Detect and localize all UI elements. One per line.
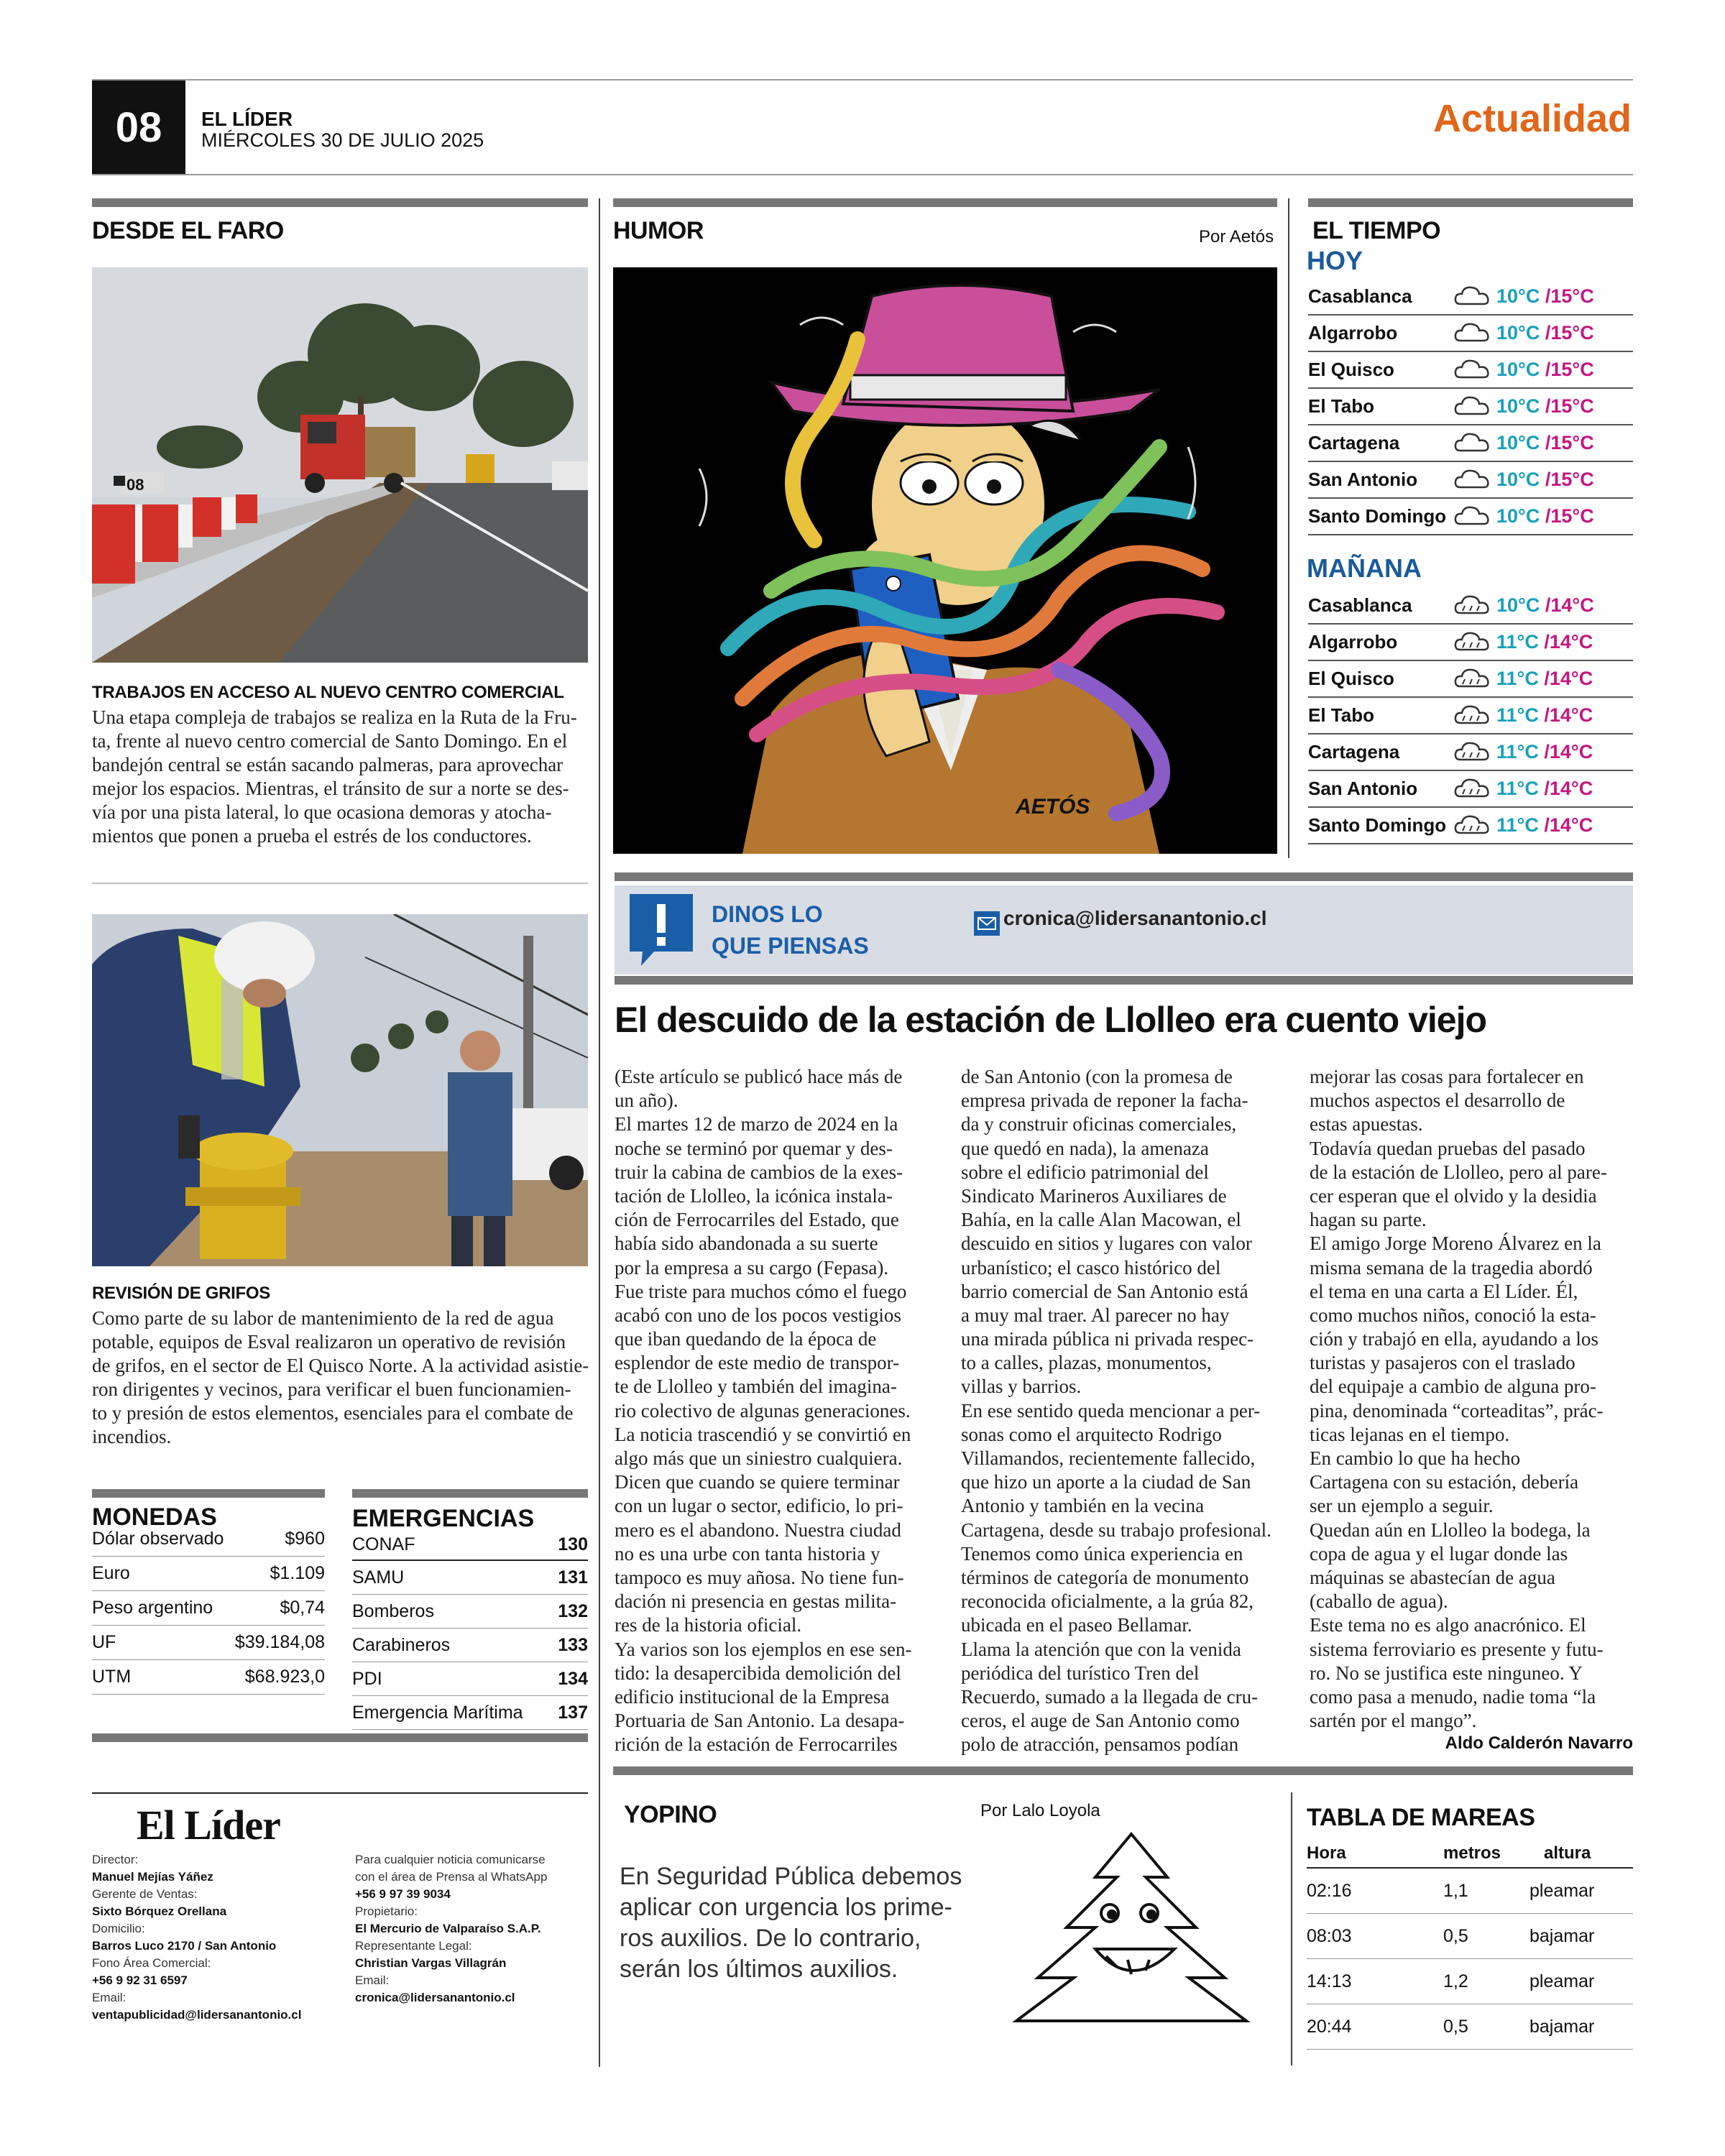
article-line: barrio comercial de San Antonio está xyxy=(961,1280,1248,1302)
weather-row xyxy=(1308,588,1633,625)
col-separator-1 xyxy=(599,198,600,2067)
article-line: mejorar las cosas para fortalecer en xyxy=(1310,1066,1584,1087)
weather-city: Algarrobo xyxy=(1308,631,1398,653)
article-line: polo de atracción, pensamos podían xyxy=(961,1733,1239,1756)
col-separator-bottom xyxy=(1291,1792,1292,2065)
yopino-author: Por Lalo Loyola xyxy=(980,1801,1100,1820)
article-line: hagan su parte. xyxy=(1310,1209,1427,1231)
rain-cloud-icon xyxy=(1452,591,1496,620)
el-lider-logo: El Líder xyxy=(137,1802,280,1848)
newsroom-email-link[interactable]: cronica@lidersanantonio.cl xyxy=(355,1991,515,2004)
article-line: Bahía, en la calle Alan Macowan, el xyxy=(961,1209,1241,1231)
article-line: estas apuestas. xyxy=(1310,1113,1423,1135)
monedas-row: Peso argentino $0,74 xyxy=(92,1591,325,1626)
weather-temp: 10°C /15°C xyxy=(1496,359,1594,380)
yopino-cartoon xyxy=(1009,1827,1254,2028)
article-line: que iban quedando de la época de xyxy=(615,1328,877,1350)
col1-bottom-bar xyxy=(92,1733,588,1742)
faro-divider xyxy=(92,883,588,884)
article-line: sartén por el mango”. xyxy=(1310,1710,1477,1732)
weather-today-label: HOY xyxy=(1307,246,1363,275)
article-line: Ya varios son los ejemplos en ese sen- xyxy=(615,1638,912,1660)
tide-type: pleamar xyxy=(1530,1880,1595,1901)
weather-row xyxy=(1308,808,1633,844)
article-line: empresa privada de reponer la facha- xyxy=(961,1089,1248,1112)
article-line: un año). xyxy=(615,1089,678,1112)
tide-type: pleamar xyxy=(1530,1971,1595,1991)
weather-city: Santo Domingo xyxy=(1308,505,1447,527)
cloud-icon xyxy=(1452,356,1496,384)
article-line: el tema en una carta a El Líder. Él, xyxy=(1310,1280,1578,1302)
tide-time: 02:16 xyxy=(1307,1880,1352,1901)
article-line: pina, denominada “corteaditas”, prác- xyxy=(1310,1399,1604,1422)
tide-meters: 1,1 xyxy=(1443,1880,1468,1901)
article-line: no es una urbe con tanta historia y xyxy=(615,1542,880,1565)
article-line: que hizo un aporte a la ciudad de San xyxy=(961,1471,1251,1493)
article-line: La noticia trascendió y se convirtió en xyxy=(615,1423,911,1445)
tide-type: bajamar xyxy=(1530,1925,1595,1946)
article-line: muchos aspectos el desarrollo de xyxy=(1310,1089,1565,1112)
cloud-icon xyxy=(1452,429,1496,458)
article-line: ción y trabajó en ella, ayudando a los xyxy=(1310,1328,1598,1350)
weather-tomorrow-label: MAÑANA xyxy=(1307,553,1422,583)
paper-name: EL LÍDER xyxy=(201,108,293,130)
tide-meters: 0,5 xyxy=(1443,1925,1468,1946)
cloud-icon xyxy=(1452,502,1496,531)
tide-time: 08:03 xyxy=(1307,1925,1352,1946)
cloud-icon xyxy=(1452,282,1496,311)
weather-city: San Antonio xyxy=(1308,469,1418,490)
monedas-row: UF $39.184,08 xyxy=(92,1626,325,1660)
article-line: Antonio y también en la vecina xyxy=(961,1495,1205,1517)
yopino-title: YOPINO xyxy=(624,1801,717,1828)
article-line: turistas y pasajeros con el traslado xyxy=(1310,1352,1576,1374)
weather-temp: 11°C /14°C xyxy=(1496,741,1593,763)
weather-city: Casablanca xyxy=(1308,285,1412,307)
cloud-icon xyxy=(1452,466,1496,494)
weather-row xyxy=(1308,352,1633,389)
article-line: una mirada pública ni privada respec- xyxy=(961,1328,1254,1350)
weather-temp: 11°C /14°C xyxy=(1496,814,1593,836)
col-separator-2 xyxy=(1288,198,1289,858)
monedas-row: Dólar observado $960 xyxy=(92,1522,325,1557)
article-line: ubicada en el paseo Bellamar. xyxy=(961,1614,1192,1636)
article-line: sobre el edificio patrimonial del xyxy=(961,1161,1209,1183)
article-author: Aldo Calderón Navarro xyxy=(1445,1733,1633,1753)
header-bottom-rule xyxy=(92,174,1633,175)
tide-row xyxy=(1307,1869,1633,1914)
article-line: Cartagena, desde su trabajo profesional. xyxy=(961,1519,1271,1541)
humor-author: Por Aetós xyxy=(1199,227,1274,247)
dinos-bottom-bar xyxy=(615,976,1633,985)
monedas-row: Euro $1.109 xyxy=(92,1557,325,1591)
article-line: algo más que un siniestro cualquiera. xyxy=(615,1447,903,1469)
weather-temp: 10°C /15°C xyxy=(1496,432,1594,453)
emergencias-row: Bomberos 132 xyxy=(352,1595,588,1628)
article-line: sonas como el arquitecto Rodrigo xyxy=(961,1423,1222,1445)
envelope-icon xyxy=(974,911,1000,936)
emergencias-row: PDI 134 xyxy=(352,1662,588,1696)
yopino-text: En Seguridad Pública debemos aplicar con urgencia los prime- ros auxilios. De lo contrario, serán los últimos auxilios. xyxy=(620,1863,962,1983)
article-line: rición de la estación de Ferrocarriles xyxy=(615,1733,898,1756)
article-column-1 xyxy=(615,1065,952,1756)
weather-temp: 10°C /15°C xyxy=(1496,469,1594,490)
weather-today-list xyxy=(1308,279,1633,535)
weather-city: Algarrobo xyxy=(1308,322,1398,344)
svg-text:08: 08 xyxy=(126,476,144,494)
article-line: términos de categoría de monumento xyxy=(961,1566,1249,1588)
humor-cartoon xyxy=(613,267,1277,854)
rain-cloud-icon xyxy=(1452,701,1496,730)
article-line: Recuerdo, sumado a la llegada de cru- xyxy=(961,1685,1259,1708)
tide-type: bajamar xyxy=(1530,2016,1595,2037)
article-line: da y construir oficinas comerciales, xyxy=(961,1113,1237,1135)
emergencias-top-bar xyxy=(352,1489,588,1498)
article-line: tampoco es muy añosa. No tiene fun- xyxy=(615,1566,904,1588)
article-line: Este tema no es algo anacrónico. El xyxy=(1310,1614,1586,1636)
faro-item1-text: Una etapa compleja de trabajos se realiza en la Ruta de la Fru- ta, frente al nuevo centro comercial de Santo Domingo. En el bandejón central se están sacando palmeras, para aprovechar mejor los espacios. Mientras, el tránsito de sur a norte se des- vía por una pista lateral, lo que ocasiona demoras y atocha- mientos que ponen a prueba el estrés de los conductores. xyxy=(92,706,577,847)
article-line: con un lugar o sector, edificio, lo pri- xyxy=(615,1495,903,1517)
rain-cloud-icon xyxy=(1452,738,1496,767)
article-line: cer esperan que el olvido y la desidia xyxy=(1310,1184,1597,1207)
article-line: villas y barrios. xyxy=(961,1376,1082,1398)
tide-time: 14:13 xyxy=(1307,1971,1352,1991)
weather-temp: 11°C /14°C xyxy=(1496,668,1593,689)
mareas-table xyxy=(1307,1869,1633,2050)
weather-city: El Quisco xyxy=(1308,359,1394,380)
emergencias-row: Carabineros 133 xyxy=(352,1628,588,1662)
mareas-header: Hora metros altura xyxy=(1307,1840,1633,1869)
rain-cloud-icon xyxy=(1452,811,1496,840)
rain-cloud-icon xyxy=(1452,665,1496,694)
weather-temp: 10°C /15°C xyxy=(1496,322,1594,344)
article-line: como muchos niños, conoció la esta- xyxy=(1310,1304,1596,1326)
article-line: Quedan aún en Llolleo la bodega, la xyxy=(1310,1519,1591,1541)
faro-item2-headline: REVISIÓN DE GRIFOS xyxy=(92,1284,270,1303)
weather-city: Santo Domingo xyxy=(1308,814,1447,836)
article-line: Llama la atención que con la venida xyxy=(961,1638,1241,1660)
article-line: to a calles, plazas, monumentos, xyxy=(961,1352,1212,1374)
article-line: sistema ferroviario es presente y futu- xyxy=(1310,1638,1604,1660)
weather-city: El Tabo xyxy=(1308,395,1374,417)
monedas-top-bar xyxy=(92,1489,325,1498)
emergencias-row: CONAF 130 xyxy=(352,1529,588,1561)
emergencias-row: SAMU 131 xyxy=(352,1561,588,1595)
article-line: truir la cabina de cambios de la exes- xyxy=(615,1161,903,1183)
faro-top-bar xyxy=(92,198,588,207)
dinos-email-link[interactable]: cronica@lidersanantonio.cl xyxy=(1003,907,1267,929)
article-line: Tenemos como única experiencia en xyxy=(961,1542,1243,1565)
article-line: urbanístico; el casco histórico del xyxy=(961,1256,1221,1279)
article-line: descuido en sitios y lugares con valor xyxy=(961,1233,1252,1255)
article-line: El martes 12 de marzo de 2024 en la xyxy=(615,1113,898,1135)
article-line: ro. No se justifica este ninguneo. Y xyxy=(1310,1662,1583,1684)
weather-row xyxy=(1308,279,1633,315)
faro-item2-text: Como parte de su labor de mantenimiento de la red de agua potable, equipos de Esval realizaron un operativo de revisión de grifos, en el sector de El Quisco Norte. A la actividad asistie- ron dirigentes y vecinos, para verificar el buen funcionamien- to y presión de estos elementos, esenciales para el combate de incendios. xyxy=(92,1307,589,1447)
article-line: del equipaje a cambio de alguna pro- xyxy=(1310,1376,1596,1398)
article-line: En cambio lo que ha hecho xyxy=(1310,1447,1521,1469)
article-line: mero es el abandono. Nuestra ciudad xyxy=(615,1519,901,1541)
article-line: El amigo Jorge Moreno Álvarez en la xyxy=(1310,1233,1601,1255)
weather-temp: 11°C /14°C xyxy=(1496,631,1593,653)
road-works-photo xyxy=(92,267,588,663)
article-line: de San Antonio (con la promesa de xyxy=(961,1066,1233,1087)
article-line: (caballo de agua). xyxy=(1310,1590,1448,1613)
article-line: reconocida oficialmente, a la grúa 82, xyxy=(961,1590,1254,1613)
tide-meters: 1,2 xyxy=(1443,1971,1468,1991)
article-line: Portuaria de San Antonio. La desapa- xyxy=(615,1710,905,1732)
article-line: Dicen que cuando se quiere terminar xyxy=(615,1471,900,1493)
article-line: (Este artículo se publicó hace más de xyxy=(615,1066,903,1087)
weather-city: Casablanca xyxy=(1308,594,1412,616)
article-column-2 xyxy=(961,1065,1299,1756)
tide-time: 20:44 xyxy=(1307,2016,1352,2037)
dinos-top-bar xyxy=(615,872,1633,881)
article-line: edificio institucional de la Empresa xyxy=(615,1685,890,1708)
weather-row xyxy=(1308,462,1633,499)
weather-temp: 10°C /14°C xyxy=(1496,594,1594,616)
article-column-3 xyxy=(1310,1065,1647,1733)
article-line: acabó con uno de los pocos vestigios xyxy=(615,1304,901,1326)
weather-city: Cartagena xyxy=(1308,432,1400,453)
weather-row xyxy=(1308,698,1633,734)
article-line: que quedó en nada), la amenaza xyxy=(961,1137,1209,1159)
faro-title: DESDE EL FARO xyxy=(92,217,284,244)
article-line: te de Llolleo y también del imagina- xyxy=(615,1376,897,1398)
article-line: ticas lejanas en el tiempo. xyxy=(1310,1423,1510,1445)
weather-row xyxy=(1308,389,1633,425)
weather-temp: 11°C /14°C xyxy=(1496,778,1593,799)
emergencias-row: Emergencia Marítima 137 xyxy=(352,1696,588,1730)
weather-title: EL TIEMPO xyxy=(1312,217,1441,244)
emergencias-title: EMERGENCIAS xyxy=(352,1505,535,1532)
article-line: ceros, el auge de San Antonio como xyxy=(961,1710,1240,1732)
article-line: Todavía quedan pruebas del pasado xyxy=(1310,1137,1586,1159)
weather-city: El Quisco xyxy=(1308,668,1394,689)
weather-temp: 10°C /15°C xyxy=(1496,395,1594,417)
article-line: a muy mal traer. Al parecer no hay xyxy=(961,1304,1230,1326)
article-line: misma semana de la tragedia abordó xyxy=(1310,1256,1593,1279)
dinos-text: DINOS LO QUE PIENSAS xyxy=(712,901,869,959)
weather-temp: 10°C /15°C xyxy=(1496,505,1594,527)
staff-top-rule xyxy=(92,1792,588,1794)
page-number: 08 xyxy=(92,80,185,174)
article-line: esplendor de este medio de transpor- xyxy=(615,1352,900,1374)
monedas-row: UTM $68.923,0 xyxy=(92,1660,325,1695)
article-line: por la empresa a su cargo (Fepasa). xyxy=(615,1256,889,1279)
weather-row xyxy=(1308,771,1633,808)
article-line: Fue triste para muchos cómo el fuego xyxy=(615,1280,907,1302)
weather-row xyxy=(1308,499,1633,535)
section-name: Actualidad xyxy=(1432,97,1632,140)
weather-top-bar xyxy=(1308,198,1633,207)
article-line: rio colectivo de algunas generaciones. xyxy=(615,1399,911,1422)
article-line: dación ni presencia en gestas milita- xyxy=(615,1590,897,1613)
article-line: Sindicato Marineros Auxiliares de xyxy=(961,1184,1227,1207)
weather-tomorrow-list xyxy=(1308,588,1633,844)
tide-meters: 0,5 xyxy=(1443,2016,1468,2037)
weather-row xyxy=(1308,315,1633,352)
weather-row xyxy=(1308,625,1633,661)
weather-city: San Antonio xyxy=(1308,778,1418,799)
article-line: tación de Llolleo, la icónica instala- xyxy=(615,1184,893,1207)
staff-right: Para cualquier noticia comunicarse con el área de Prensa al WhatsApp +56 9 97 39 9034 Propietario: El Mercurio de Valparaíso S.A.P. Representante Legal: Christian Vargas Villagrán Email: cronica@lidersanantonio.cl xyxy=(355,1853,548,2004)
humor-signature: AETÓS xyxy=(1016,795,1090,819)
weather-temp: 11°C /14°C xyxy=(1496,704,1593,726)
article-line: máquinas se abastecían de agua xyxy=(1310,1566,1555,1588)
weather-row xyxy=(1308,425,1633,462)
article-line: había sido abandonada a su suerte xyxy=(615,1233,878,1255)
staff-left: Director: Manuel Mejías Yáñez Gerente de Ventas: Sixto Bórquez Orellana Domicilio: Barros Luco 2170 / San Antonio Fono Área Comercial: +56 9 92 31 6597 Email: ventapublicidad@lidersanantonio.cl xyxy=(92,1853,302,2022)
article-line: noche se terminó por quemar y des- xyxy=(615,1137,893,1159)
humor-title: HUMOR xyxy=(613,217,704,244)
article-line: periódica del turístico Tren del xyxy=(961,1662,1200,1684)
hydrant-check-photo xyxy=(92,914,588,1266)
monedas-table xyxy=(92,1522,325,1695)
weather-temp: 10°C /15°C xyxy=(1496,285,1594,307)
monedas-title: MONEDAS xyxy=(92,1503,217,1531)
mareas-title: TABLA DE MAREAS xyxy=(1307,1804,1535,1831)
tide-row xyxy=(1307,1914,1633,1959)
rain-cloud-icon xyxy=(1452,775,1496,803)
article-line: ser un ejemplo a seguir. xyxy=(1310,1495,1494,1517)
rain-cloud-icon xyxy=(1452,628,1496,657)
article-headline: El descuido de la estación de Llolleo era cuento viejo xyxy=(615,1000,1487,1040)
faro-item1-headline: TRABAJOS EN ACCESO AL NUEVO CENTRO COMERCIAL xyxy=(92,683,564,702)
exclamation-bubble-icon xyxy=(625,890,697,970)
article-line: En ese sentido queda mencionar a per- xyxy=(961,1399,1261,1422)
emergencias-table xyxy=(352,1529,588,1730)
weather-city: El Tabo xyxy=(1308,704,1374,726)
weather-city: Cartagena xyxy=(1308,741,1400,763)
article-line: como pasa a menudo, nadie toma “la xyxy=(1310,1685,1596,1708)
article-line: tido: la desapercibida demolición del xyxy=(615,1662,901,1684)
tide-row xyxy=(1307,2004,1633,2050)
cloud-icon xyxy=(1452,319,1496,348)
article-line: copa de agua y el lugar donde las xyxy=(1310,1542,1568,1565)
issue-date: MIÉRCOLES 30 DE JULIO 2025 xyxy=(201,129,484,151)
tide-row xyxy=(1307,1959,1633,2004)
article-line: res de la historia oficial. xyxy=(615,1614,802,1636)
cloud-icon xyxy=(1452,392,1496,421)
article-line: de la estación de Llolleo, pero al pare- xyxy=(1310,1161,1607,1183)
weather-row xyxy=(1308,734,1633,771)
advertising-email-link[interactable]: ventapublicidad@lidersanantonio.cl xyxy=(92,2008,302,2022)
article-line: ción de Ferrocarriles del Estado, que xyxy=(615,1209,899,1231)
humor-top-bar xyxy=(613,198,1277,207)
weather-row xyxy=(1308,661,1633,698)
article-line: Cartagena con su estación, debería xyxy=(1310,1471,1579,1493)
header-top-rule xyxy=(92,79,1633,80)
article-line: Villamandos, recientemente fallecido, xyxy=(961,1447,1256,1469)
article-bottom-bar xyxy=(613,1766,1633,1775)
